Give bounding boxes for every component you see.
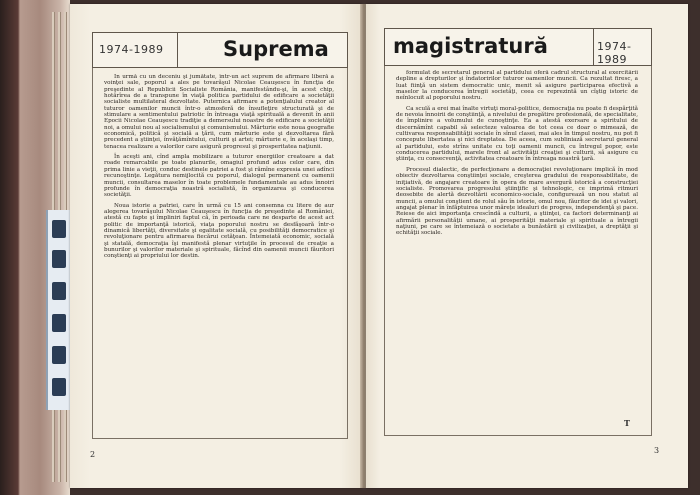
right-text-column	[396, 70, 638, 426]
paragraph: Noua istorie a patriei, care în urmă cu 15 ani consemna cu litere de aur alegerea tovarăşului Nicolae Ceauşescu în funcţia de preşedinte al României, atestă cu fapte şi împliniri faptul că, în perioada care ne desparte de acest act politic de importanţă istorică, viaţa poporului nostru se desfăşoară într-o dinamică libertăţi, diversitate şi egalitate socială, cu posibilităţi democratice şi revoluţionare pentru afirmarea fiecărui cetăţean. Întemeiată economic, socială şi statală, democraţia îşi manifestă plenar virtuţile în procesul de creaţie a bunurilor şi valorilor materiale şi spirituale, făcînd din oamenii muncii făuritori conştienţi ai propriului lor destin.	[104, 202, 334, 260]
left-page	[70, 4, 362, 488]
right-header-box	[384, 28, 652, 66]
right-page	[366, 4, 688, 488]
page-number-right: 3	[654, 446, 660, 455]
left-text-column	[104, 74, 334, 430]
left-header-box	[92, 32, 348, 68]
header-divider	[593, 29, 594, 65]
year-range-left: 1974-1989	[99, 43, 164, 56]
paragraph: În aceşti ani, cînd ampla mobilizare a tuturor energiilor creatoare a dat roade remarcabile pe toate planurile, omagiul profund adus celor care, din prima linie a vieţii, conduc destinele patriei a fost şi rămîne expresia unei adînci recunoştinţe. Legătura nemijlocită cu poporul, dialogul permanent cu oamenii muncii, consultarea maselor în toate problemele fundamentale au adus înnoiri profunde în democraţia noastră socialistă, în organizarea şi conducerea societăţii.	[104, 154, 334, 199]
paragraph: Ca sculă a erei mai înalte virtuţi moral-politice, democraţia nu poate fi despărţită de nevoia înnoirii de conştiinţă, a nivelului de pregătire profesională, de specialitate, de împlinire a volumului de cunoştinţe. Ea a atestă exersare a spiritului de discernămînt capabil să selecteze valoarea de tot ceea ce doar o mimează, de cultivarea responsabilităţii sociale în sînul clasei, mai ales în timpul nostru, nu pot fi concepute libertatea şi nici dreptatea. De aceea, cum subliniază secretarul general al partidului, este strîns unitate cu toţi oamenii muncii, cu întregul popor, este conducerea partidului, marele front al activităţii creaţiei şi culturii, să asigure cu ştiinţa, cu consecvenţă, activitatea creatoare în întreaga noastră ţară.	[396, 105, 638, 163]
left-page-title: Suprema	[223, 37, 329, 61]
right-page-title: magistratură	[393, 34, 548, 58]
paragraph: formulat de secretarul general al partidului oferă cadrul structural al exercitării depline a drepturilor şi îndatoririlor tuturor oamenilor muncii. Ca rezultat firesc, a luat fiinţă un sistem democratic unic, menit să asigure participarea efectivă a maselor la conducerea întregii societăţi, ceea ce reprezintă un cîştig istoric de neînlocuit al poporului nostru.	[396, 70, 638, 102]
year-range-right: 1974-1989	[597, 40, 632, 66]
article-end-mark: T	[624, 418, 630, 428]
page-number-left: 2	[90, 450, 96, 459]
paragraph: Procesul dialectic, de perfecţionare a democraţiei revoluţionare implică în mod obiectiv dezvoltarea conştiinţei sociale, creşterea gradului de responsabilitate, de iniţiativă, de angajare creatoare în opera de mare avergură istorică a construcţiei socialiste. Promovarea progresului ştiinţific şi tehnologic, ce imprimă ritmuri deosebite de alertă dezvoltării economico-sociale, configurează un nou statut al muncii, a omului conştient de rolul său în istorie, omul nou, făuritor de idei şi valori, angajat plenar în înfăptuirea unor mărețe idealuri de progres, independenţă şi pace. Reiese de aici importanţa crescîndă a culturii, a ştiinţei, ca factori determinanţi ai afirmării personalităţii umane, ai prosperităţii materiale şi spirituale a întregii naţiuni, pe care se întemeiază o societate a bunăstării şi civilizaţiei, a dreptăţii şi echităţii sociale.	[396, 166, 638, 237]
header-divider	[177, 33, 178, 67]
previous-page-strip	[46, 210, 72, 410]
paragraph: În urmă cu un deceniu şi jumătate, într-un act suprem de afirmare liberă a voinţei sale, poporul a ales pe tovarăşul Nicolae Ceauşescu în funcţia de preşedinte al Republicii Socialiste România, manifestându-şi, în acest chip, hotărîrea de a transpune în viaţă politica partidului de edificare a societăţii socialiste multilateral dezvoltate. Puternica afirmare a potenţialului creator al tuturor oamenilor muncii într-o atmosferă de însufleţire structurată şi de stimulare a sentimentului patriotic în întreaga viaţă spirituală a devenit în anii Epocii Nicolae Ceauşescu tradiţie a demersului noastre de edificare a societăţii noi, a omului nou al socialismului şi comunismului. Mărturie este noua geografie economică, politică şi socială a ţării, cum mărturie este şi dezvoltarea fără precedent a ştiinţei, învăţămîntului, culturii şi artei; mărturie e, în acelaşi timp, tenacea realizare a valorilor care asigură progresul şi prosperitatea naţiunii.	[104, 74, 334, 150]
